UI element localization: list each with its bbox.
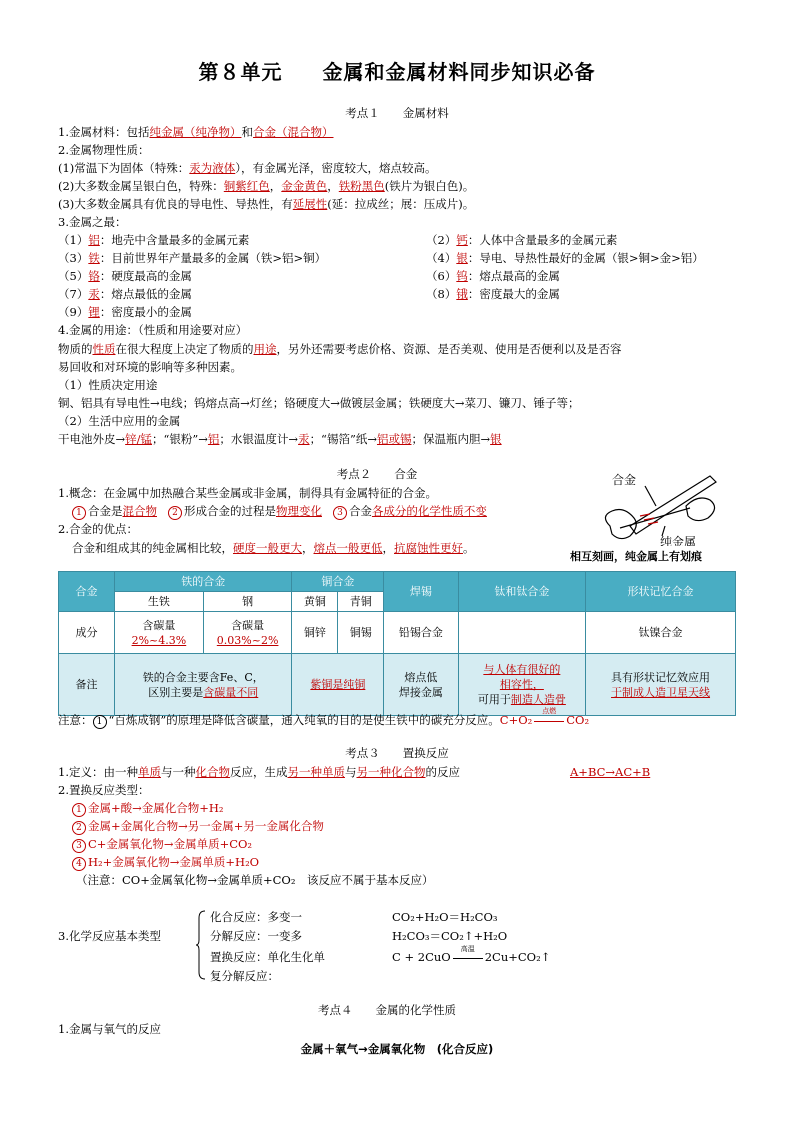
th-alloy: 合金 — [59, 572, 115, 612]
type-1: 1 金属+酸→金属化合物+H₂ — [72, 800, 224, 817]
most-3: （3）铁：目前世界年产量最多的金属（铁>铝>铜） — [58, 251, 327, 265]
k1-line-3: (1)常温下为固体（特殊：汞为液体），有金属光泽，密度较大，熔点较高。 — [58, 161, 437, 175]
scratch-test-illustration — [590, 456, 740, 546]
type-note: （注意：CO+金属氧化物→金属单质+CO₂ 该反应不属于基本反应） — [76, 873, 434, 887]
k1-line-13: 干电池外皮→锌/锰；“银粉”→铝；水银温度计→汞；“锡箔”纸→铝或锡；保温瓶内胆→银 — [58, 432, 502, 446]
brace — [196, 910, 206, 980]
k4-line-2: 金属＋氧气→金属氧化物 (化合反应) — [300, 1042, 494, 1056]
label-line-alloy — [645, 486, 656, 506]
th-shape-memory: 形状记忆合金 — [586, 572, 736, 612]
most-7: （7）汞：熔点最低的金属 — [58, 287, 192, 301]
page-title: 第８单元 金属和金属材料同步知识必备 — [198, 60, 596, 84]
basic-1-eq: CO₂+H₂O＝H₂CO₃ — [392, 910, 498, 924]
th-solder: 焊锡 — [384, 572, 458, 612]
illus-label-alloy: 合金 — [612, 473, 637, 487]
cell-brass-comp: 铜锌 — [292, 612, 338, 654]
cell-copper-remark: 紫铜是纯铜 — [292, 654, 384, 716]
th-brass: 黄铜 — [292, 592, 338, 612]
alloy-strip — [630, 476, 716, 534]
th-titanium: 钛和钛合金 — [458, 572, 585, 612]
most-2: （2）钙：人体中含量最多的金属元素 — [426, 233, 618, 247]
most-5: （5）铬：硬度最高的金属 — [58, 269, 192, 283]
k1-line-6: 3.金属之最： — [58, 215, 127, 229]
cell-solder-remark: 熔点低 焊接金属 — [384, 654, 458, 716]
th-copper-alloy: 铜合金 — [292, 572, 384, 592]
hand-left — [605, 510, 636, 539]
row-label-remarks: 备注 — [59, 654, 115, 716]
note-line: 注意： 1 “百炼成钢”的原理是降低含碳量，通入纯氧的目的是使生铁中的碳充分反应。C+O₂ 点燃 CO₂ — [58, 707, 590, 727]
type-3: 3 C+金属氧化物→金属单质+CO₂ — [72, 836, 252, 853]
cell-titanium-remark: 与人体有很好的 相容性， 可用于制造人造骨 — [458, 654, 585, 716]
cell-bronze-comp: 铜锡 — [338, 612, 384, 654]
basic-2-label: 分解反应：一变多 — [210, 929, 302, 943]
basic-4-label: 复分解反应： — [210, 969, 279, 983]
th-iron-alloy: 铁的合金 — [115, 572, 292, 592]
k4-line-1: 1.金属与氧气的反应 — [58, 1022, 161, 1036]
k1-line-7: 4.金属的用途：（性质和用途要对应） — [58, 323, 248, 337]
k3-line-3: 3.化学反应基本类型 — [58, 929, 161, 943]
k2-line-3: 2.合金的优点： — [58, 522, 138, 536]
basic-3-label: 置换反应：单化生化单 — [210, 950, 325, 964]
most-4: （4）银：导电、导热性最好的金属（银>铜>金>铝） — [426, 251, 704, 265]
illus-label-pure: 纯金属 — [660, 535, 697, 546]
basic-1-label: 化合反应：多变一 — [210, 910, 302, 924]
th-bronze: 青铜 — [338, 592, 384, 612]
k1-line-4: (2)大多数金属呈银白色，特殊：铜紫红色，金金黄色，铁粉黑色(铁片为银白色)。 — [58, 179, 475, 193]
illustration-caption: 相互刻画，纯金属上有划痕 — [570, 550, 702, 563]
type-2: 2 金属+金属化合物→另一金属+另一金属化合物 — [72, 818, 324, 835]
cell-solder-comp: 铅锡合金 — [384, 612, 458, 654]
k1-line-10: （1）性质决定用途 — [58, 378, 158, 392]
th-pig-iron: 生铁 — [115, 592, 204, 612]
most-1: （1）铝：地壳中含量最多的金属元素 — [58, 233, 250, 247]
cell-steel-comp: 含碳量 0.03%~2% — [203, 612, 292, 654]
section-heading-3: 考点３ 置换反应 — [345, 746, 449, 760]
basic-2-eq: H₂CO₃＝CO₂↑+H₂O — [392, 929, 508, 943]
most-8: （8）锇：密度最大的金属 — [426, 287, 560, 301]
type-4: 4 H₂+金属氧化物→金属单质+H₂O — [72, 854, 259, 871]
hand-right — [686, 498, 715, 521]
section-heading-1: 考点１ 金属材料 — [345, 106, 449, 120]
section-heading-4: 考点４ 金属的化学性质 — [318, 1003, 456, 1017]
k2-line-4: 合金和组成其的纯金属相比较，硬度一般更大，熔点一般更低，抗腐蚀性更好。 — [72, 541, 475, 555]
cell-iron-remark: 铁的合金主要含Fe、C， 区别主要是含碳量不同 — [115, 654, 292, 716]
most-9: （9）锂：密度最小的金属 — [58, 305, 192, 319]
k2-line-2: 1 合金是混合物 2 形成合金的过程是物理变化 3 合金各成分的化学性质不变 — [72, 503, 487, 520]
k1-line-12: （2）生活中应用的金属 — [58, 414, 181, 428]
k1-line-1: 1.金属材料：包括纯金属（纯净物）和合金（混合物） — [58, 125, 334, 139]
k2-line-1: 1.概念：在金属中加热融合某些金属或非金属，制得具有金属特征的合金。 — [58, 486, 437, 500]
most-6: （6）钨：熔点最高的金属 — [426, 269, 560, 283]
k1-line-9: 易回收和对环境的影响等多种因素。 — [58, 360, 242, 374]
k3-line-2: 2.置换反应类型： — [58, 783, 150, 797]
cell-titanium-comp — [458, 612, 585, 654]
cell-shape-remark: 具有形状记忆效应用 于制成人造卫星天线 — [586, 654, 736, 716]
alloy-table — [58, 571, 736, 716]
cell-pig-iron-comp: 含碳量 2%~4.3% — [115, 612, 204, 654]
k1-line-2: 2.金属物理性质： — [58, 143, 150, 157]
k1-line-11: 铜、铝具有导电性→电线；钨熔点高→灯丝；铬硬度大→做镀层金属；铁硬度大→菜刀、镰刀、锤子等； — [58, 396, 580, 410]
replacement-formula: A+BC→AC+B — [570, 765, 651, 779]
k1-line-5: (3)大多数金属具有优良的导电性、导热性，有延展性(延：拉成丝；展：压成片)。 — [58, 197, 475, 211]
th-steel: 钢 — [203, 592, 292, 612]
k3-line-1: 1.定义：由一种单质与一种化合物反应，生成另一种单质与另一种化合物的反应 — [58, 765, 460, 779]
section-heading-2: 考点２ 合金 — [336, 467, 418, 481]
cell-shape-comp: 钛镍合金 — [586, 612, 736, 654]
basic-3-eq: C + 2CuO 高温 2Cu+CO₂↑ — [392, 945, 551, 964]
k1-line-8: 物质的性质在很大程度上决定了物质的用途，另外还需要考虑价格、资源、是否美观、使用是否便利以及是否容 — [58, 342, 622, 356]
row-label-composition: 成分 — [59, 612, 115, 654]
